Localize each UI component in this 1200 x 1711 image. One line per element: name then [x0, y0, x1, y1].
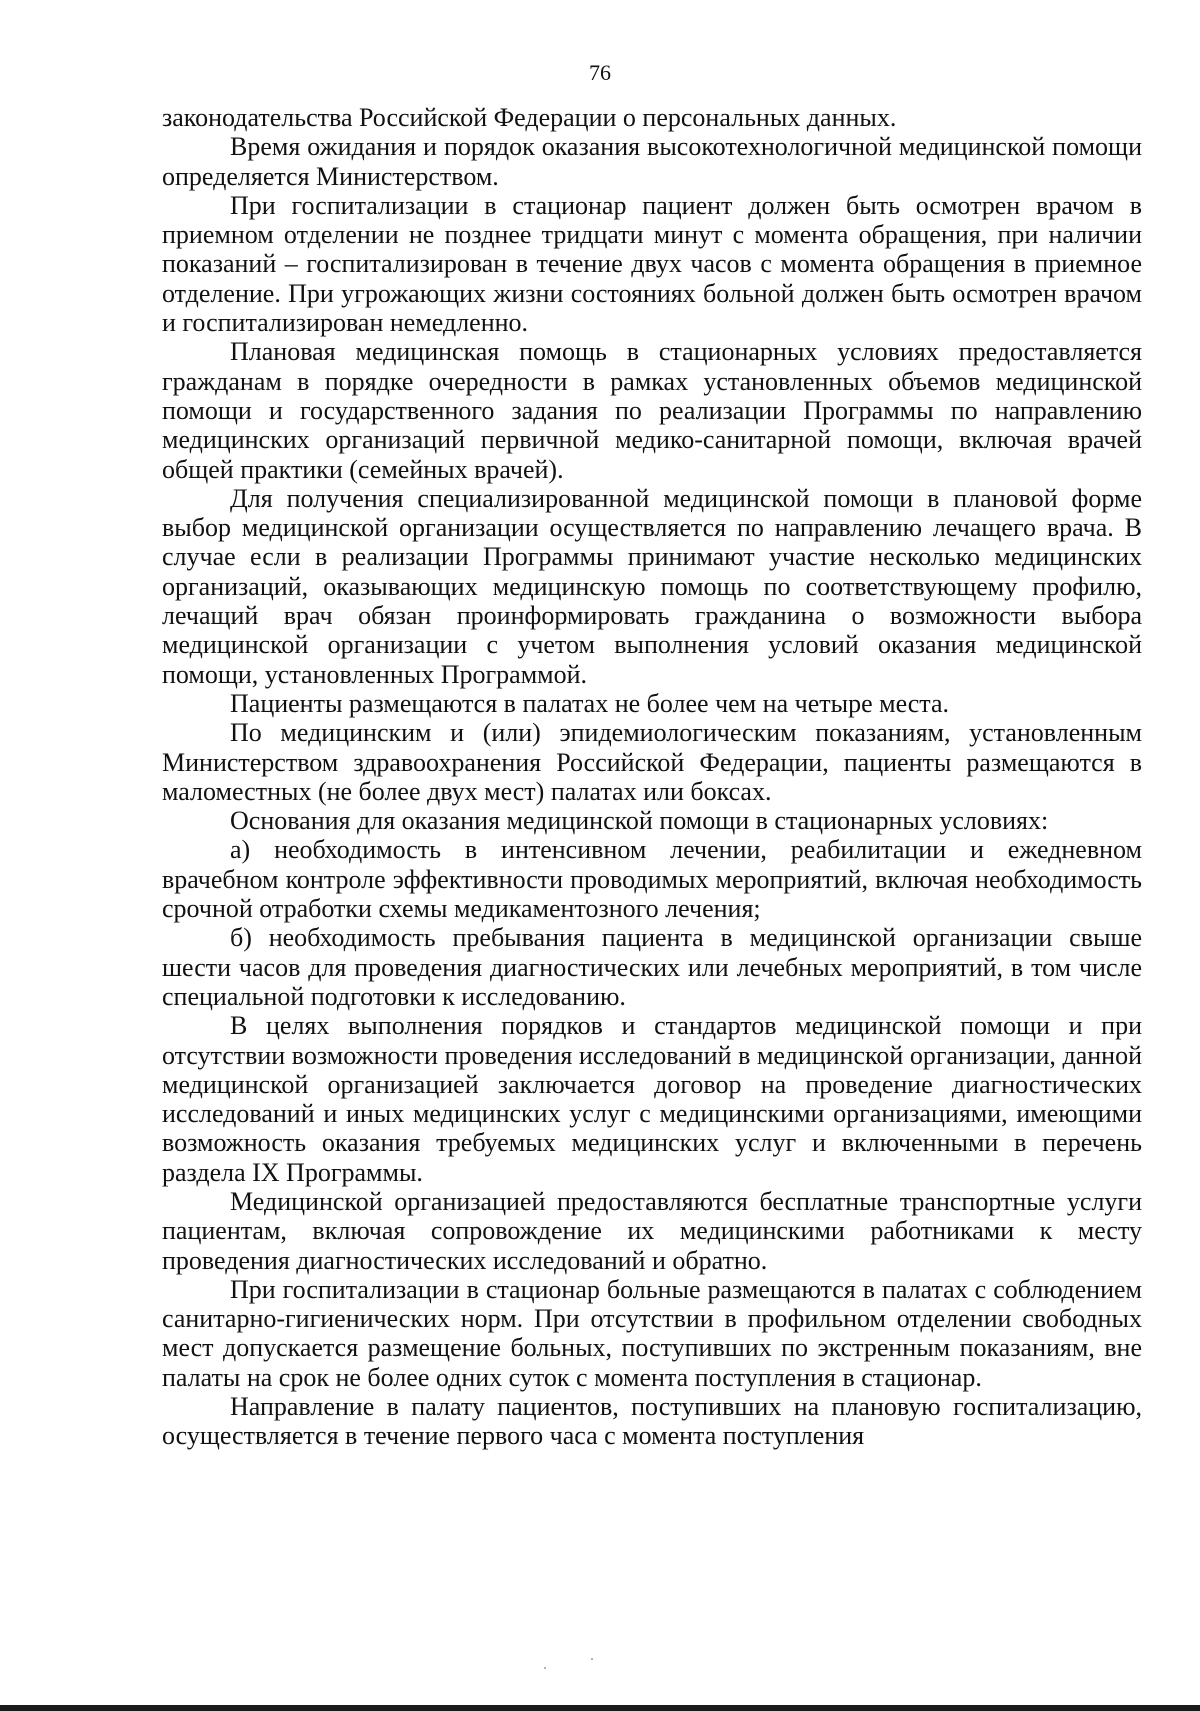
paragraph-continuation: законодательства Российской Федерации о персональных данных. [162, 103, 897, 132]
paragraph-transport: Медицинской организацией предоставляются бесплатные транспортные услуги пациентам, включая сопровождение их медицинскими работниками к месту проведения диагностических исследований и обратно. [162, 1186, 1142, 1275]
scan-speck [591, 1658, 593, 1660]
paragraph-ward-capacity: Пациенты размещаются в палатах не более чем на четыре места. [230, 688, 950, 718]
scan-speck [544, 1667, 546, 1669]
paragraph-epidemiological: По медицинским и (или) эпидемиологическим показаниям, установленным Министерством здравоохранения Российской Федерации, пациенты размещаются в маломестных (не более двух мест) палатах или боксах. [162, 718, 1142, 806]
paragraph-grounds-a: а) необходимость в интенсивном лечении, реабилитации и ежедневном врачебном контроле эффективности проводимых мероприятий, включая необходимость срочной отработки схемы медикаментозного лечения; [162, 835, 1142, 924]
scan-bottom-edge [0, 1705, 1200, 1711]
paragraph-specialized-care: Для получения специализированной медицинской помощи в плановой форме выбор медицинской организации осуществляется по направлению лечащего врача. В случае если в реализации Программы принимают участие несколько медицинских организаций, оказывающих медицинскую помощь по соответствующему профилю, лечащий врач обязан проинформировать гражданина о возможности выбора медицинской организации с учетом выполнения условий оказания медицинской помощи, установленных Программой. [162, 483, 1142, 689]
paragraph-waiting-time: Время ожидания и порядок оказания высокотехнологичной медицинской помощи определяется Министерством. [162, 132, 1142, 191]
paragraph-hospitalization-exam: При госпитализации в стационар пациент должен быть осмотрен врачом в приемном отделении не позднее тридцати минут с момента обращения, при наличии показаний – госпитализирован в течение двух часов с момента обращения в приемное отделение. При угрожающих жизни состояниях больной должен быть осмотрен врачом и госпитализирован немедленно. [162, 190, 1142, 338]
paragraph-planned-care: Плановая медицинская помощь в стационарных условиях предоставляется гражданам в порядке очередности в рамках установленных объемов медицинской помощи и государственного задания по реализации Программы по направлению медицинских организаций первичной медико-санитарной помощи, включая врачей общей практики (семейных врачей). [162, 337, 1142, 484]
paragraph-grounds-heading: Основания для оказания медицинской помощи в стационарных условиях: [230, 806, 1049, 836]
paragraph-contract: В целях выполнения порядков и стандартов медицинской помощи и при отсутствии возможности проведения исследований в медицинской организации, данной медицинской организацией заключается договор на проведение диагностических исследований и иных медицинских услуг с медицинскими организациями, имеющими возможность оказания требуемых медицинских услуг и включенными в перечень раздела IX Программы. [162, 1011, 1142, 1187]
paragraph-grounds-b: б) необходимость пребывания пациента в медицинской организации свыше шести часов для проведения диагностических или лечебных мероприятий, в том числе специальной подготовки к исследованию. [162, 923, 1142, 1011]
body-text [162, 103, 1142, 1451]
paragraph-sanitary: При госпитализации в стационар больные размещаются в палатах с соблюдением санитарно-гигиенических норм. При отсутствии в профильном отделении свободных мест допускается размещение больных, поступивших по экстренным показаниям, вне палаты на срок не более одних суток с момента поступления в стационар. [162, 1274, 1142, 1392]
paragraph-ward-direction: Направление в палату пациентов, поступивших на плановую госпитализацию, осуществляется в течение первого часа с момента поступления [162, 1392, 1142, 1451]
page-number: 76 [589, 60, 611, 85]
